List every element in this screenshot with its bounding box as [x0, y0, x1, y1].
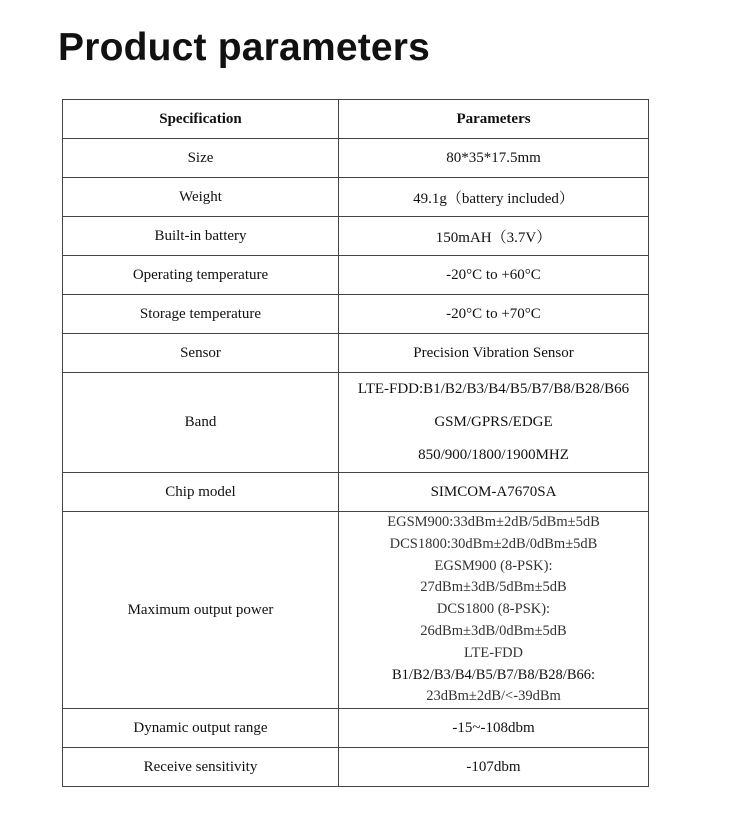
table-row: [63, 178, 649, 217]
band-line: 850/900/1800/1900MHZ: [418, 447, 569, 463]
header-parameters: Parameters: [339, 100, 649, 139]
value-cell: 80*35*17.5mm: [339, 139, 649, 178]
power-line: B1/B2/B3/B4/B5/B7/B8/B28/B66:: [391, 666, 596, 683]
spec-cell: Dynamic output range: [63, 709, 339, 748]
table-row: [63, 709, 649, 748]
band-line: GSM/GPRS/EDGE: [434, 414, 553, 430]
spec-cell: Size: [63, 139, 339, 178]
spec-cell: Band: [63, 373, 339, 473]
value-cell: -107dbm: [339, 748, 649, 787]
power-line: DCS1800 (8-PSK):: [436, 601, 551, 618]
header-specification: Specification: [63, 100, 339, 139]
spec-cell: Weight: [63, 178, 339, 217]
value-cell: -20°C to +70°C: [339, 295, 649, 334]
spec-cell: Receive sensitivity: [63, 748, 339, 787]
page-title: Product parameters: [58, 26, 431, 69]
value-cell: -20°C to +60°C: [339, 256, 649, 295]
table-row: [63, 473, 649, 512]
table-row: [63, 748, 649, 787]
spec-cell: Chip model: [63, 473, 339, 512]
spec-cell: Maximum output power: [63, 512, 339, 709]
table-row: [63, 373, 649, 473]
table-row: [63, 512, 649, 709]
power-line: 27dBm±3dB/5dBm±5dB: [420, 579, 567, 596]
value-cell: 49.1g（battery included）: [339, 178, 649, 217]
spec-cell: Operating temperature: [63, 256, 339, 295]
spec-cell: Built-in battery: [63, 217, 339, 256]
band-line: LTE-FDD:B1/B2/B3/B4/B5/B7/B8/B28/B66: [357, 381, 630, 397]
table-header-row: [63, 100, 649, 139]
power-line: DCS1800:30dBm±2dB/0dBm±5dB: [389, 535, 598, 552]
power-line: 23dBm±2dB/<-39dBm: [426, 688, 561, 705]
power-line: EGSM900:33dBm±2dB/5dBm±5dB: [387, 514, 600, 530]
spec-cell: Storage temperature: [63, 295, 339, 334]
table-row: [63, 256, 649, 295]
value-cell: [339, 512, 649, 709]
value-cell: [339, 373, 649, 473]
product-parameters-table: [62, 99, 649, 787]
power-line: EGSM900 (8-PSK):: [434, 557, 553, 574]
power-line: LTE-FDD: [463, 644, 524, 661]
table-row: [63, 295, 649, 334]
value-cell: -15~-108dbm: [339, 709, 649, 748]
table-row: [63, 139, 649, 178]
value-cell: SIMCOM-A7670SA: [339, 473, 649, 512]
value-cell: Precision Vibration Sensor: [339, 334, 649, 373]
spec-cell: Sensor: [63, 334, 339, 373]
table-row: [63, 334, 649, 373]
value-cell: 150mAH（3.7V）: [339, 217, 649, 256]
table-row: [63, 217, 649, 256]
power-line: 26dBm±3dB/0dBm±5dB: [420, 622, 567, 639]
